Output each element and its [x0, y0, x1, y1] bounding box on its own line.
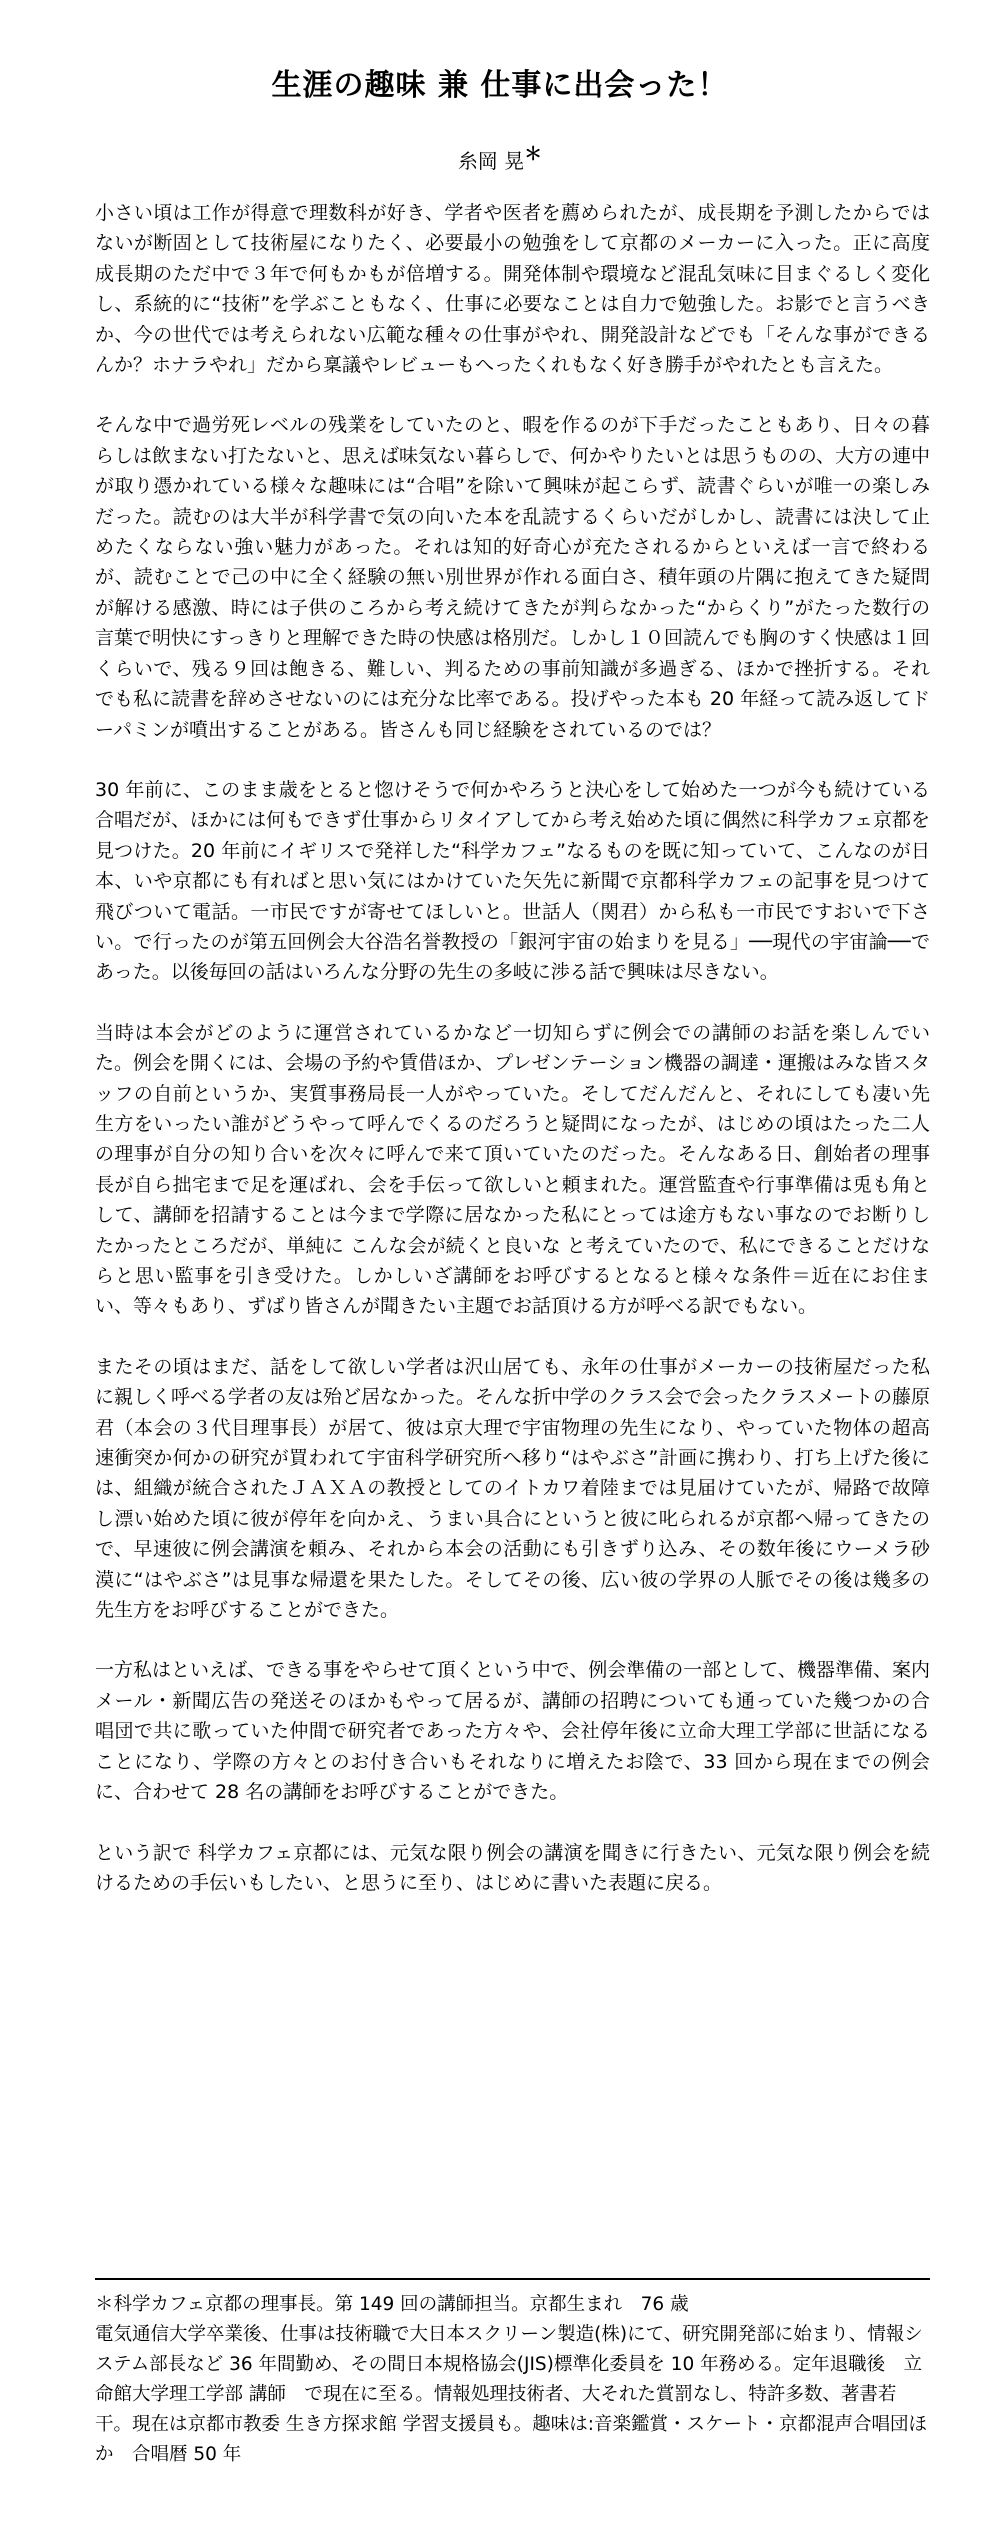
- footnote-line: 電気通信大学卒業後、仕事は技術職で大日本スクリーン製造(株)にて、研究開発部に始まり、情報システム部長など 36 年間勤め、その間日本規格協会(JIS)標準化委員を 10 年務める。定年退職後 立命館大学理工学部 講師 で現在に至る。情報処理技術者、大それた賞罰なし、特許多数、著書若干。現在は京都市教委 生き方探求館 学習支援員も。趣味は:音楽鑑賞・スケート・京都混声合唱団ほか 合唱暦 50 年: [95, 2324, 927, 2465]
- footnote-line: ＊科学カフェ京都の理事長。第 149 回の講師担当。京都生まれ 76 歳: [95, 2294, 689, 2315]
- article-title: 生涯の趣味 兼 仕事に出会った！: [271, 68, 729, 103]
- footnote: [95, 2290, 930, 2470]
- paragraph: という訳で 科学カフェ京都には、元気な限り例会の講演を聞きに行きたい、元気な限り例会を続けるための手伝いもしたい、と思うに至り、はじめに書いた表題に戻る。: [95, 1841, 930, 1894]
- paragraph: 小さい頃は工作が得意で理数科が好き、学者や医者を薦められたが、成長期を予測したからではないが断固として技術屋になりたく、必要最小の勉強をして京都のメーカーに入った。正に高度成長期のただ中で３年で何もかもが倍増する。開発体制や環境など混乱気味に目まぐるしく変化し、系統的に“技術”を学ぶこともなく、仕事に必要なことは自力で勉強した。お影でと言うべきか、今の世代では考えられない広範な種々の仕事がやれ、開発設計などでも「そんな事ができるんか？ホナラやれ」だから稟議やレビューもへったくれもなく好き勝手がやれたとも言えた。: [95, 202, 930, 377]
- paragraph: そんな中で過労死レベルの残業をしていたのと、暇を作るのが下手だったこともあり、日々の暮らしは飲まない打たないと、思えば味気ない暮らしで、何かやりたいとは思うものの、大方の連中が取り憑かれている様々な趣味には“合唱”を除いて興味が起こらず、読書ぐらいが唯一の楽しみだった。読むのは大半が科学書で気の向いた本を乱読するくらいだがしかし、読書には決して止めたくならない強い魅力があった。それは知的好奇心が充たされるからといえば一言で終わるが、読むことで己の中に全く経験の無い別世界が作れる面白さ、積年頭の片隅に抱えてきた疑問が解ける感激、時には子供のころから考え続けてきたが判らなかった“からくり”がたった数行の言葉で明快にすっきりと理解できた時の快感は格別だ。しかし１０回読んでも胸のすく快感は１回くらいで、残る９回は飽きる、難しい、判るための事前知識が多過ぎる、ほかで挫折する。それでも私に読書を辞めさせないのには充分な比率である。投げやった本も 20 年経って読み返してドーパミンが噴出することがある。皆さんも同じ経験をされているのでは？: [95, 414, 930, 741]
- author-name: 糸岡 晃: [457, 149, 525, 173]
- author-footnote-mark: ＊: [524, 144, 543, 165]
- paragraph: 30 年前に、このまま歳をとると惚けそうで何かやろうと決心をして始めた一つが今も続けている合唱だが、ほかには何もできず仕事からリタイアしてから考え始めた頃に偶然に科学カフェ京都を見つけた。20 年前にイギリスで発祥した“科学カフェ”なるものを既に知っていて、こんなのが日本、いや京都にも有ればと思い気にはかけていた矢先に新聞で京都科学カフェの記事を見つけて飛びついて電話。一市民ですが寄せてほしいと。世話人（関君）から私も一市民ですおいで下さい。で行ったのが第五回例会大谷浩名誉教授の「銀河宇宙の始まりを見る」──現代の宇宙論──であった。以後毎回の話はいろんな分野の先生の多岐に渉る話で興味は尽きない。: [95, 778, 930, 984]
- footnote-divider: [95, 2278, 930, 2280]
- paragraph: またその頃はまだ、話をして欲しい学者は沢山居ても、永年の仕事がメーカーの技術屋だった私に親しく呼べる学者の友は殆ど居なかった。そんな折中学のクラス会で会ったクラスメートの藤原君（本会の３代目理事長）が居て、彼は京大理で宇宙物理の先生になり、やっていた物体の超高速衝突か何かの研究が買われて宇宙科学研究所へ移り“はやぶさ”計画に携わり、打ち上げた後には、組織が統合されたＪＡＸＡの教授としてのイトカワ着陸までは見届けていたが、帰路で故障し漂い始めた頃に彼が停年を向かえ、うまい具合にというと彼に叱られるが京都へ帰ってきたので、早速彼に例会講演を頼み、それから本会の活動にも引きずり込み、その数年後にウーメラ砂漠に“はやぶさ”は見事な帰還を果たした。そしてその後、広い彼の学界の人脈でその後は幾多の先生方をお呼びすることができた。: [95, 1355, 930, 1622]
- paragraph: 当時は本会がどのように運営されているかなど一切知らずに例会での講師のお話を楽しんでいた。例会を開くには、会場の予約や賃借ほか、プレゼンテーション機器の調達・運搬はみな皆スタッフの自前というか、実質事務局長一人がやっていた。そしてだんだんと、それにしても凄い先生方をいったい誰がどうやって呼んでくるのだろうと疑問になったが、はじめの頃はたった二人の理事が自分の知り合いを次々に呼んで来て頂いていたのだった。そんなある日、創始者の理事長が自ら拙宅まで足を運ばれ、会を手伝って欲しいと頼まれた。運営監査や行事準備は兎も角として、講師を招請することは今まで学際に居なかった私にとっては途方もない事なのでお断りしたかったところだが、単純に こんな会が続くと良いな と考えていたので、私にできることだけならと思い監事を引き受けた。しかしいざ講師をお呼びするとなると様々な条件＝近在にお住まい、等々もあり、ずばり皆さんが聞きたい主題でお話頂ける方が呼べる訳でもない。: [95, 1021, 930, 1318]
- paragraph: 一方私はといえば、できる事をやらせて頂くという中で、例会準備の一部として、機器準備、案内メール・新聞広告の発送そのほかもやって居るが、講師の招聘についても通っていた幾つかの合唱団で共に歌っていた仲間で研究者であった方々や、会社停年後に立命大理工学部に世話になることになり、学際の方々とのお付き合いもそれなりに増えたお陰で、33 回から現在までの例会に、合わせて 28 名の講師をお呼びすることができた。: [95, 1659, 930, 1804]
- article-body: [95, 198, 930, 1898]
- author-line: [0, 140, 1000, 174]
